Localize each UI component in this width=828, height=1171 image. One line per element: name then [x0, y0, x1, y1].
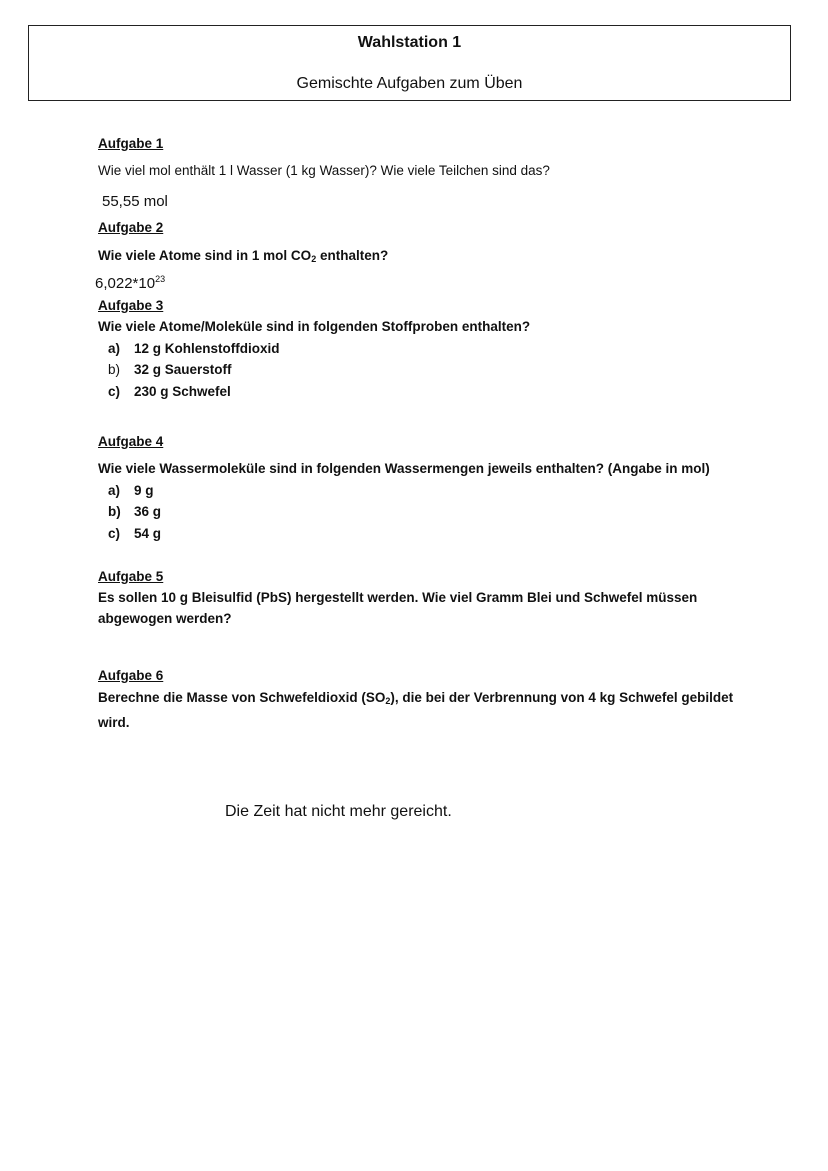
task2-answer-base: 6,022*10	[95, 275, 156, 292]
task2-question-post: enthalten?	[316, 248, 389, 263]
page-subtitle: Gemischte Aufgaben zum Üben	[296, 75, 523, 92]
task6-question-pre: Berechne die Masse von Schwefeldioxid (SO	[98, 690, 386, 705]
list-item-text: 12 g Kohlenstoffdioxid	[134, 341, 280, 356]
task6-question-post: ), die bei der Verbrennung von 4 kg Schwefel gebildet wird.	[98, 690, 734, 730]
list-item-text: 9 g	[134, 483, 154, 498]
note-text: Die Zeit hat nicht mehr gereicht.	[225, 803, 452, 820]
task3-question: Wie viele Atome/Moleküle sind in folgenden Stoffproben enthalten?	[98, 319, 531, 334]
task5-question: Es sollen 10 g Bleisulfid (PbS) hergestellt werden. Wie viel Gramm Blei und Schwefel müssen abgewogen werden?	[98, 590, 698, 626]
task4-question: Wie viele Wassermoleküle sind in folgenden Wassermengen jeweils enthalten? (Angabe in mol)	[98, 461, 710, 476]
task4-heading: Aufgabe 4	[98, 434, 164, 449]
task6-question-sub: 2	[385, 696, 391, 706]
task2-question-pre: Wie viele Atome sind in 1 mol CO	[98, 248, 312, 263]
list-marker: a)	[108, 483, 121, 498]
task6-question	[98, 687, 738, 733]
task1-heading: Aufgabe 1	[98, 136, 164, 151]
list-item-text: 54 g	[134, 526, 162, 541]
list-marker: c)	[108, 526, 121, 541]
task1-question: Wie viel mol enthält 1 l Wasser (1 kg Wasser)? Wie viele Teilchen sind das?	[98, 163, 550, 178]
task3-heading: Aufgabe 3	[98, 298, 164, 313]
task3-item-b	[108, 362, 232, 377]
task3-item-a	[108, 341, 280, 356]
task5-heading: Aufgabe 5	[98, 569, 164, 584]
list-marker: c)	[108, 384, 121, 399]
task3-item-c	[108, 384, 231, 399]
task4-item-c	[108, 526, 161, 541]
list-marker: b)	[108, 362, 121, 377]
task6-heading: Aufgabe 6	[98, 668, 164, 683]
header-box	[28, 25, 791, 101]
list-item-text: 32 g Sauerstoff	[134, 362, 232, 377]
list-marker: b)	[108, 504, 121, 519]
task1-answer: 55,55 mol	[102, 193, 168, 210]
page-title: Wahlstation 1	[357, 34, 462, 51]
task2-question-sub: 2	[311, 254, 317, 264]
task2-heading: Aufgabe 2	[98, 220, 164, 235]
list-marker: a)	[108, 341, 121, 356]
task2-answer	[95, 274, 165, 292]
task2-answer-exp: 23	[155, 274, 166, 284]
task4-item-a	[108, 483, 154, 498]
list-item-text: 36 g	[134, 504, 162, 519]
task2-question	[98, 248, 388, 264]
list-item-text: 230 g Schwefel	[134, 384, 231, 399]
task4-item-b	[108, 504, 161, 519]
